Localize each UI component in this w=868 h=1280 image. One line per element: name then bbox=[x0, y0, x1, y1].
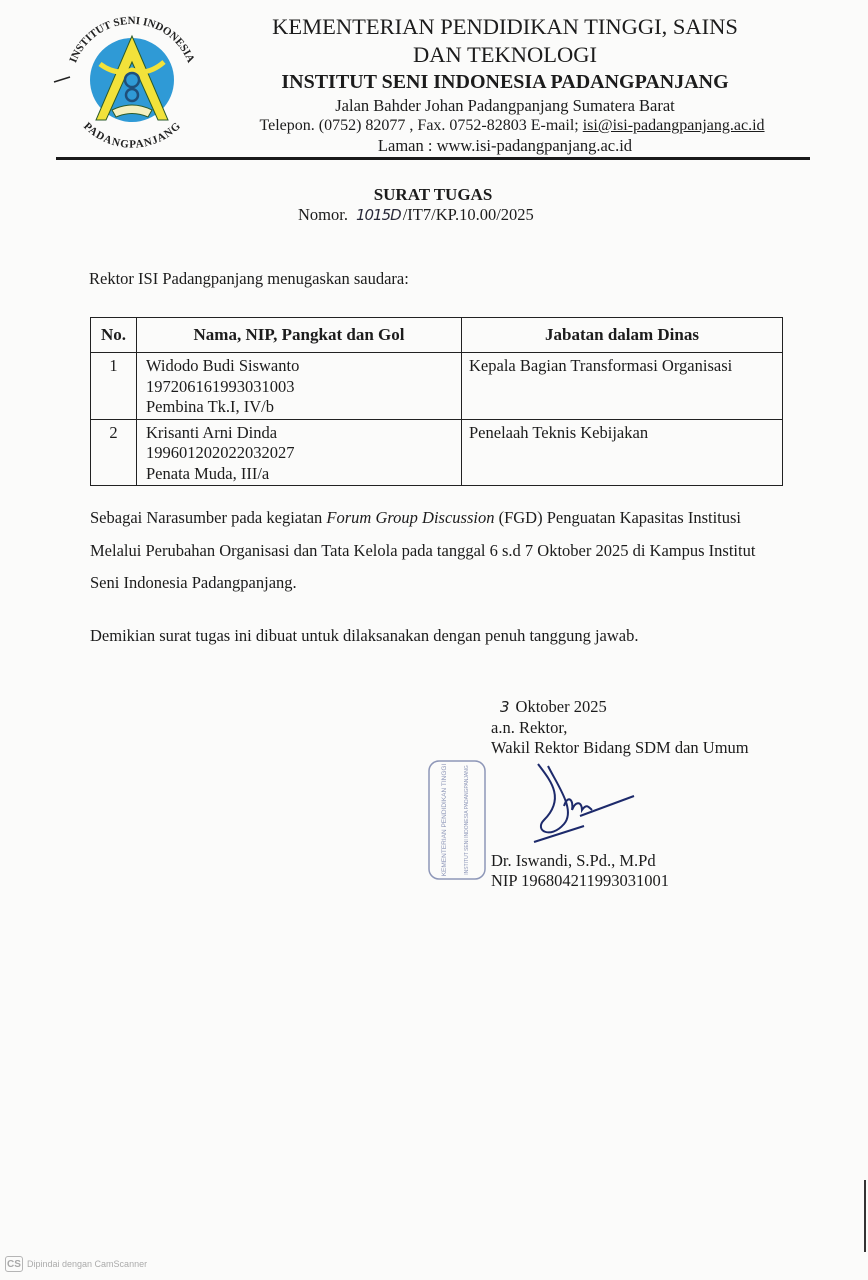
row-no: 1 bbox=[91, 353, 137, 420]
signatory-nip: NIP 196804211993031001 bbox=[491, 871, 669, 890]
institution-name: INSTITUT SENI INDONESIA PADANGPANJANG bbox=[281, 71, 729, 93]
table-row bbox=[91, 353, 783, 420]
logo-text-top: INSTITUT SENI INDONESIA bbox=[67, 14, 197, 65]
ministry-name-line1: KEMENTERIAN PENDIDIKAN TINGGI, SAINS bbox=[272, 14, 738, 39]
logo-text-bottom: PADANGPANJANG bbox=[81, 120, 183, 151]
contact-email-link[interactable]: isi@isi-padangpanjang.ac.id bbox=[582, 117, 765, 134]
institution-contact bbox=[222, 116, 802, 135]
signature-date bbox=[500, 697, 607, 717]
camscanner-text: Dipindai dengan CamScanner bbox=[27, 1259, 148, 1269]
date-month-year: Oktober 2025 bbox=[515, 697, 607, 716]
person-nip: 199601202022032027 bbox=[146, 443, 295, 462]
paragraph-line-3: Seni Indonesia Padangpanjang. bbox=[90, 573, 297, 592]
number-suffix: /IT7/KP.10.00/2025 bbox=[402, 205, 534, 224]
header-no: No. bbox=[91, 318, 137, 353]
paragraph-text: (FGD) Penguatan Kapasitas Institusi bbox=[494, 508, 742, 527]
row-position: Kepala Bagian Transformasi Organisasi bbox=[462, 353, 783, 420]
svg-text:PADANGPANJANG bbox=[81, 120, 183, 151]
contact-phone-fax: Telepon. (0752) 82077 , Fax. 0752-82803 E-mail; bbox=[259, 117, 583, 134]
camscanner-watermark bbox=[5, 1256, 147, 1272]
document-title: SURAT TUGAS bbox=[373, 185, 493, 204]
paragraph-line-2: Melalui Perubahan Organisasi dan Tata Kelola pada tanggal 6 s.d 7 Oktober 2025 di Kampus Institut bbox=[90, 540, 756, 560]
person-name: Widodo Budi Siswanto bbox=[146, 356, 300, 375]
institution-address: Jalan Bahder Johan Padangpanjang Sumatera Barat bbox=[335, 96, 675, 115]
row-person bbox=[137, 419, 462, 486]
scan-edge-mark bbox=[864, 1180, 866, 1252]
assignment-table bbox=[90, 317, 783, 486]
assignment-paragraph bbox=[90, 502, 800, 600]
stamp-text-top: KEMENTERIAN PENDIDIKAN TINGGI bbox=[441, 763, 448, 877]
paragraph-italic-term: Forum Group Discussion bbox=[326, 508, 495, 527]
intro-text: Rektor ISI Padangpanjang menugaskan saudara: bbox=[89, 269, 409, 288]
signatory-role: Wakil Rektor Bidang SDM dan Umum bbox=[491, 738, 749, 757]
on-behalf-label: a.n. Rektor, bbox=[491, 718, 568, 737]
header-position: Jabatan dalam Dinas bbox=[462, 318, 783, 353]
table-header-row bbox=[91, 318, 783, 353]
official-stamp bbox=[428, 760, 486, 880]
row-person bbox=[137, 353, 462, 420]
number-handwritten: 1015D bbox=[355, 206, 401, 224]
header-name: Nama, NIP, Pangkat dan Gol bbox=[137, 318, 462, 353]
signatory-name: Dr. Iswandi, S.Pd., M.Pd bbox=[491, 851, 656, 870]
institution-logo bbox=[52, 2, 212, 154]
document-number bbox=[298, 205, 534, 225]
person-nip: 197206161993031003 bbox=[146, 376, 295, 396]
date-day-handwritten: 3 bbox=[500, 698, 510, 716]
paragraph-text: Sebagai Narasumber pada kegiatan bbox=[90, 508, 327, 527]
ministry-name-line2: DAN TEKNOLOGI bbox=[413, 42, 597, 67]
stamp-text-mid: INSTITUT SENI INDONESIA PADANGPANJANG bbox=[464, 765, 470, 875]
row-no: 2 bbox=[91, 419, 137, 486]
handwritten-signature bbox=[530, 762, 640, 846]
person-name: Krisanti Arni Dinda bbox=[146, 422, 278, 442]
camscanner-icon: CS bbox=[5, 1256, 23, 1272]
row-position: Penelaah Teknis Kebijakan bbox=[462, 419, 783, 486]
person-rank: Penata Muda, III/a bbox=[146, 463, 270, 483]
person-rank: Pembina Tk.I, IV/b bbox=[146, 397, 275, 416]
number-label: Nomor. bbox=[298, 205, 348, 224]
institution-website: Laman : www.isi-padangpanjang.ac.id bbox=[377, 136, 633, 155]
letterhead-divider bbox=[56, 157, 810, 160]
table-row bbox=[91, 419, 783, 486]
closing-text: Demikian surat tugas ini dibuat untuk dilaksanakan dengan penuh tanggung jawab. bbox=[90, 626, 639, 645]
paragraph-line-1 bbox=[90, 502, 800, 535]
